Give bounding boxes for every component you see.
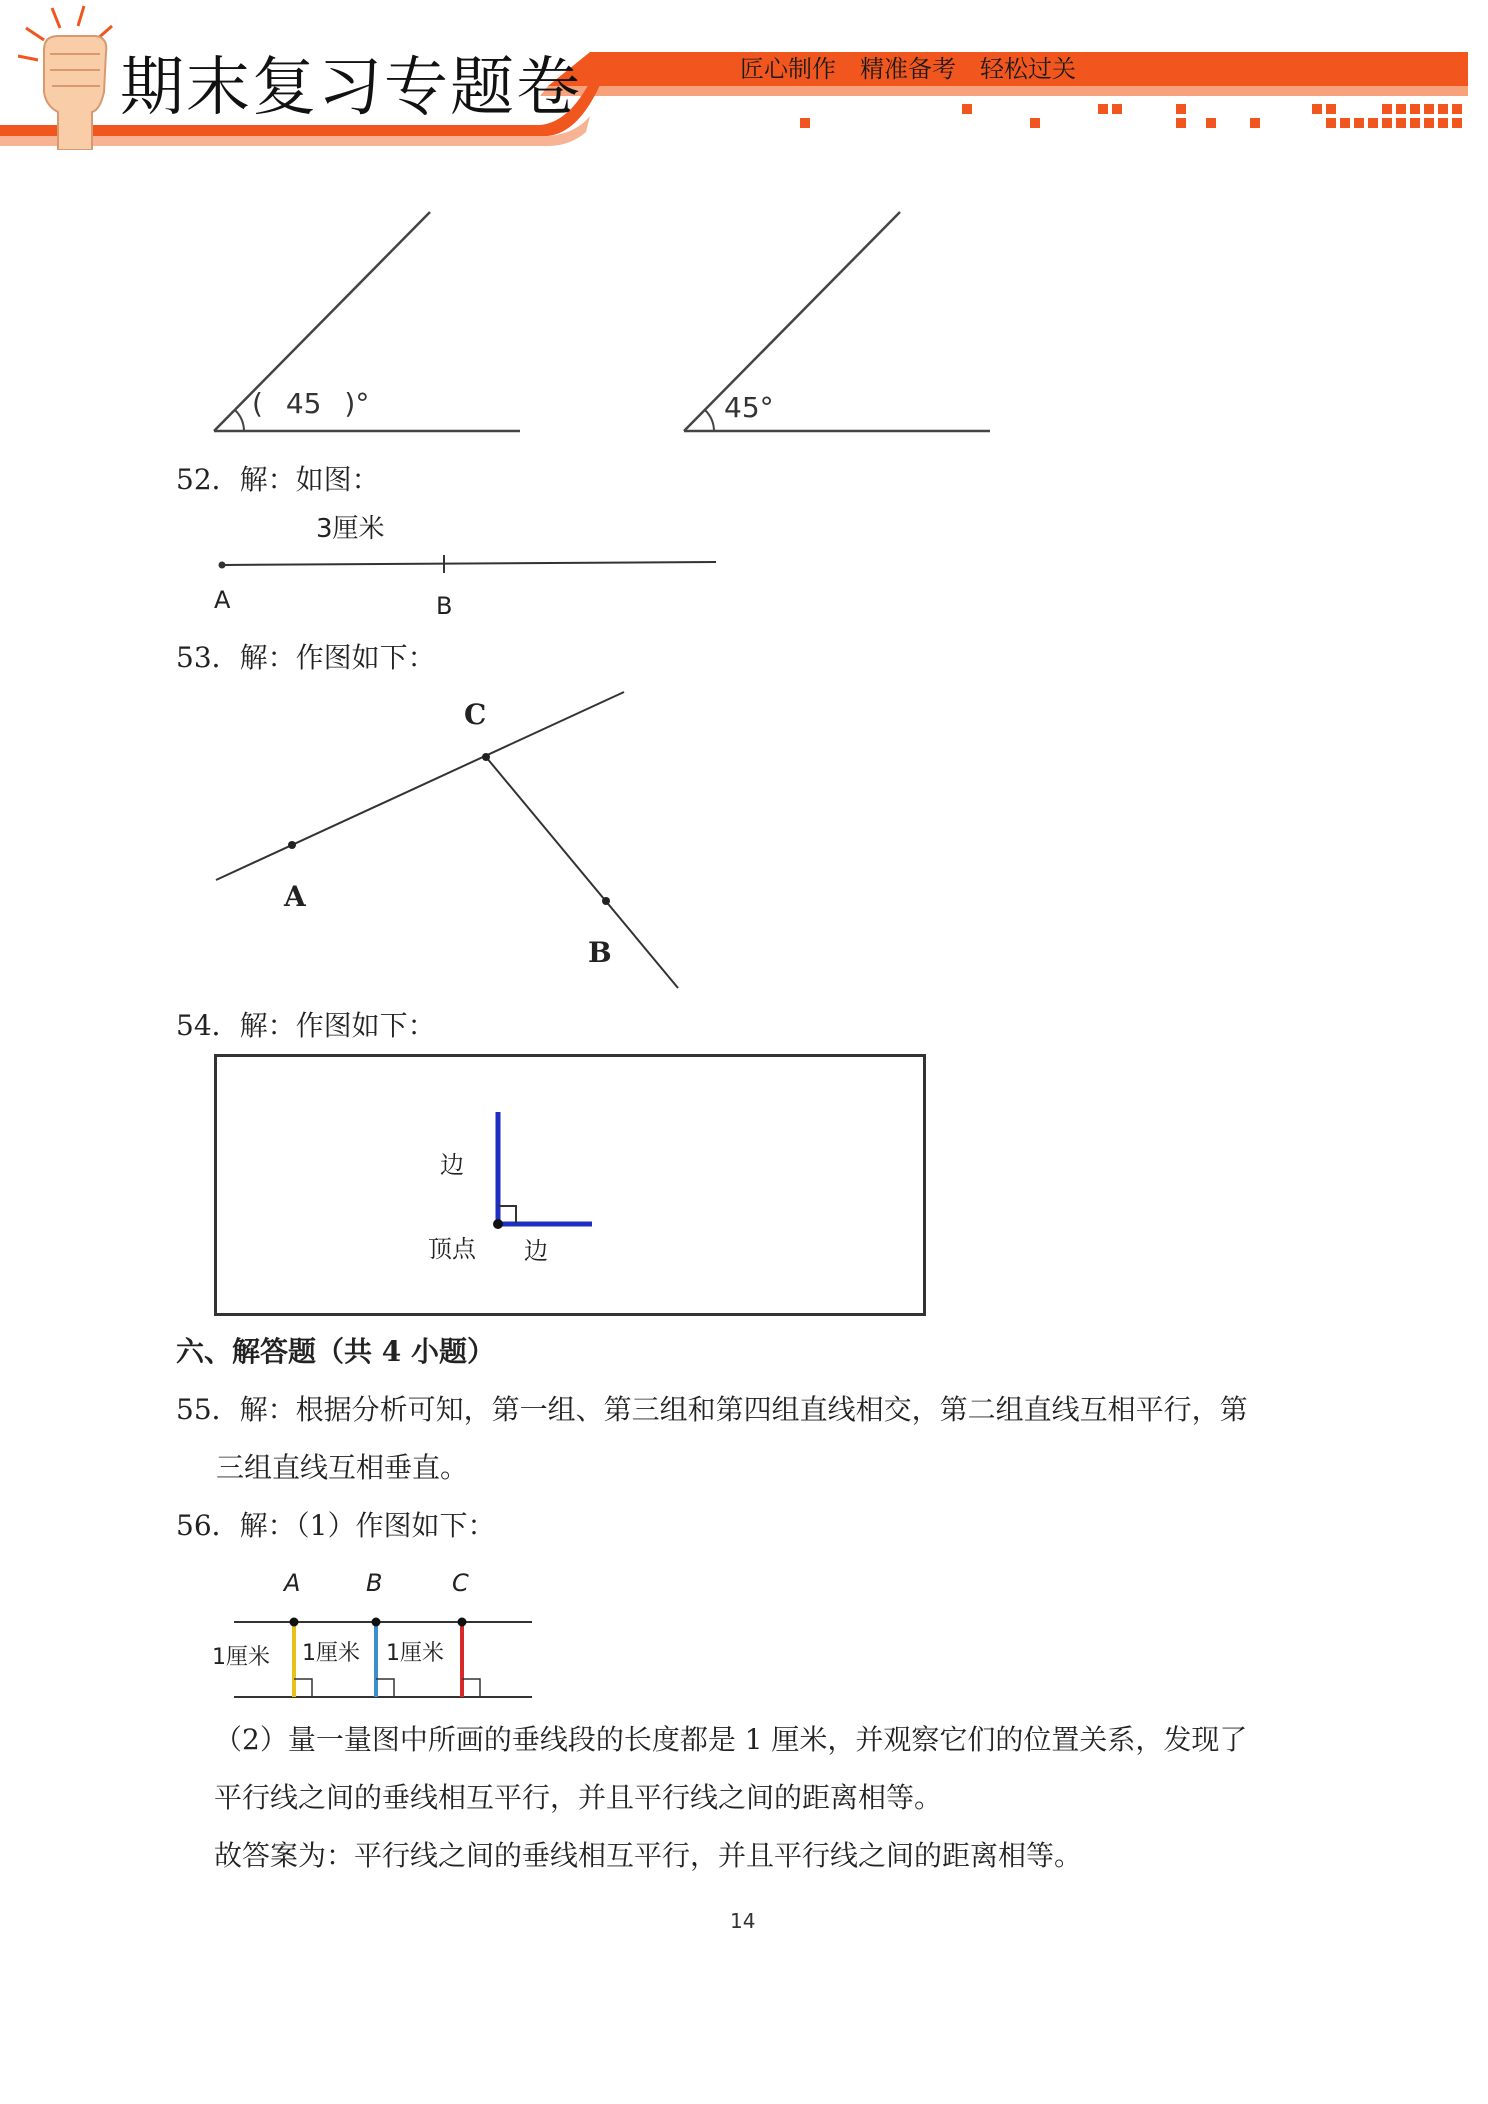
point-b-dot [602,897,610,905]
right-angle-mark-c [462,1679,480,1697]
figure-frame [216,1056,925,1315]
point-c-label: C [464,698,487,731]
q54-text: 54．解：作图如下： [176,1009,436,1042]
ray-ca [216,692,624,880]
q53-text: 53．解：作图如下： [176,641,436,674]
point-b-dot [372,1618,381,1627]
q52-figure [200,505,740,625]
q55-line-1: 55．解：根据分析可知，第一组、第三组和第四组直线相交，第二组直线互相平行，第 [176,1393,1248,1426]
side-label-vertical: 边 [440,1151,464,1179]
point-c-dot [482,753,490,761]
right-angle-mark-a [294,1679,312,1697]
ray-ab [222,562,716,565]
vertex-label: 顶点 [428,1235,476,1263]
right-angle-ray-slant [684,212,900,431]
left-angle-arc [235,410,244,431]
q56-answer: 故答案为：平行线之间的垂线相互平行，并且平行线之间的距离相等。 [214,1839,1083,1872]
right-angle-mark-b [376,1679,394,1697]
point-a-dot [290,1618,299,1627]
left-angle-label [252,386,369,422]
vertex-dot [493,1219,503,1229]
side-label-horizontal: 边 [524,1237,548,1265]
point-c-label: C [452,1569,469,1597]
point-c-dot [458,1618,467,1627]
header-tagline: 匠心制作 精准备考 轻松过关 [740,55,1076,83]
point-b-label: B [436,592,453,620]
q56-part2-line-1: （2）量一量图中所画的垂线段的长度都是 1 厘米，并观察它们的位置关系，发现了 [214,1723,1248,1756]
q55-line-2: 三组直线互相垂直。 [216,1451,469,1484]
point-a-label: A [214,586,231,614]
point-b-label: B [366,1569,383,1597]
q56-part2-line-2: 平行线之间的垂线相互平行，并且平行线之间的距离相等。 [214,1781,943,1814]
left-angle-value: 45 [285,387,322,420]
segment-length-label: 3厘米 [316,514,385,544]
segment-label-c: 1厘米 [386,1641,444,1666]
segment-label-a: 1厘米 [212,1645,270,1670]
left-angle-label-open: ( [252,387,263,420]
page-header [0,0,1488,150]
left-angle-label-close: )° [344,387,370,420]
angle-figure [200,190,1000,440]
right-angle-label: 45° [724,391,774,424]
header-title: 期末复习专题卷 [120,51,582,125]
page-number: 14 [730,1909,756,1933]
segment-label-b: 1厘米 [302,1641,360,1666]
right-angle-arc [705,410,714,431]
point-a-dot [219,562,226,569]
point-a-label: A [284,1569,301,1597]
q53-figure [200,680,720,1000]
q52-text: 52．解：如图： [176,463,380,496]
section-heading: 六、解答题（共 4 小题） [176,1335,495,1368]
point-b-label: B [588,936,612,969]
point-a-dot [288,841,296,849]
ray-cb [486,757,678,988]
q54-figure [214,1054,926,1316]
q56-text: 56．解：（1）作图如下： [176,1509,496,1542]
point-a-label: A [284,880,306,913]
q56-figure [210,1560,550,1710]
